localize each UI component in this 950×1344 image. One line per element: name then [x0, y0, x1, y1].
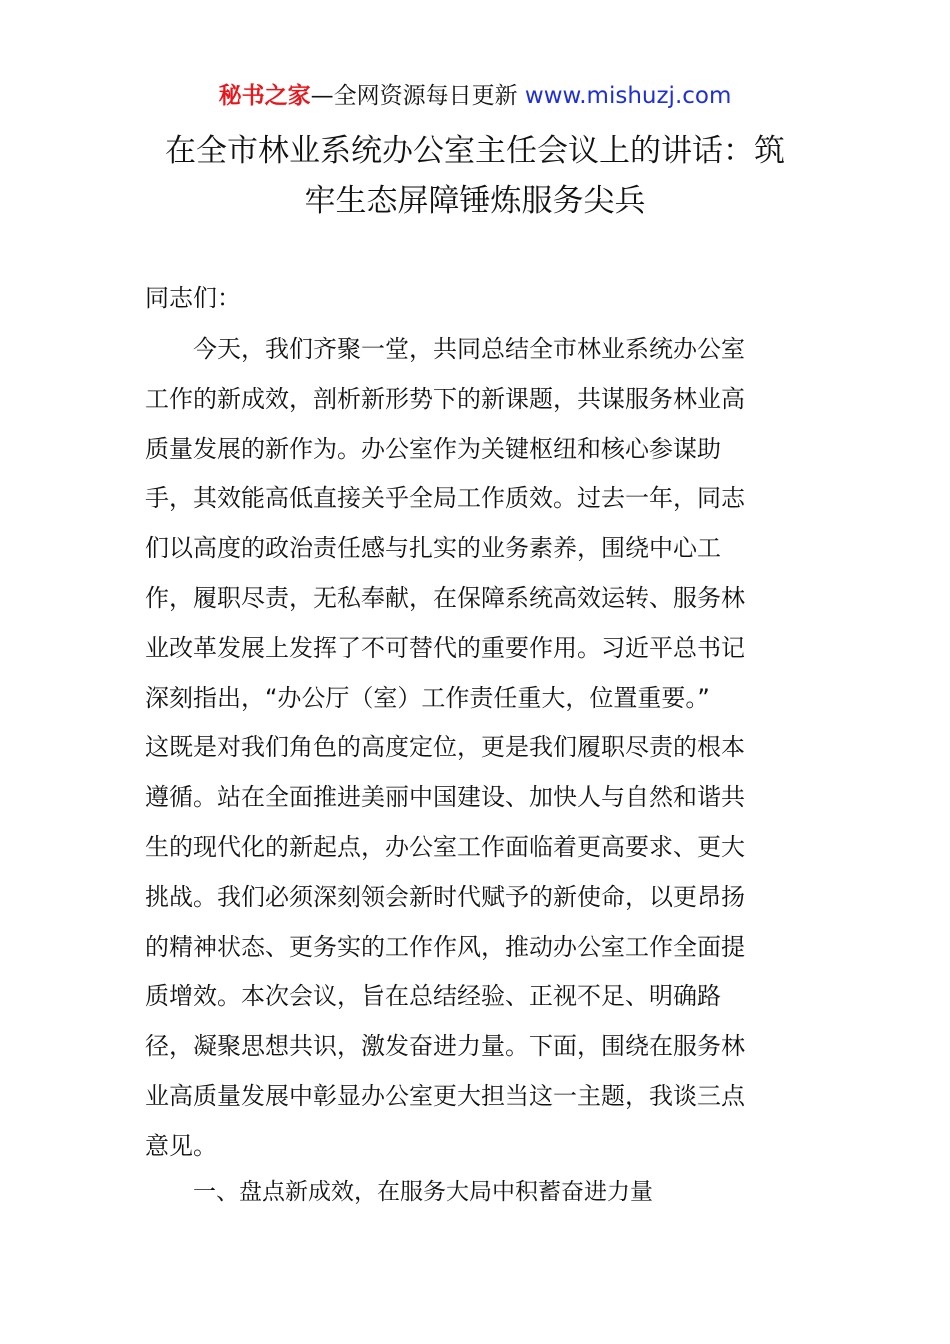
paragraph-line: 生的现代化的新起点，办公室工作面临着更高要求、更大 — [145, 832, 745, 861]
paragraph-line: 作，履职尽责，无私奉献，在保障系统高效运转、服务林 — [145, 583, 745, 612]
paragraph-line: 手，其效能高低直接关乎全局工作质效。过去一年，同志 — [145, 484, 745, 513]
paragraph-line: 意见。 — [145, 1131, 217, 1160]
document-title — [145, 126, 805, 226]
paragraph-line: 的精神状态、更务实的工作作风，推动办公室工作全面提 — [145, 932, 745, 961]
paragraph-line: 这既是对我们角色的高度定位，更是我们履职尽责的根本 — [145, 733, 745, 762]
paragraph-line: 业高质量发展中彰显办公室更大担当这一主题，我谈三点 — [145, 1081, 745, 1110]
site-header — [0, 80, 950, 112]
header-tagline: —全网资源每日更新 — [310, 83, 518, 109]
body-paragraph — [145, 325, 810, 1172]
title-line-2: 牢生态屏障锤炼服务尖兵 — [304, 183, 646, 219]
paragraph-line: 挑战。我们必须深刻领会新时代赋予的新使命，以更昂扬 — [145, 882, 745, 911]
paragraph-line: 深刻指出，“办公厅（室）工作责任重大，位置重要。” — [145, 683, 710, 712]
paragraph-line: 业改革发展上发挥了不可替代的重要作用。习近平总书记 — [145, 633, 745, 662]
paragraph-line: 质增效。本次会议，旨在总结经验、正视不足、明确路 — [145, 982, 721, 1011]
paragraph-line: 今天，我们齐聚一堂，共同总结全市林业系统办公室 — [193, 335, 745, 363]
site-url-link[interactable]: www.mishuzj.com — [524, 83, 732, 109]
paragraph-line: 遵循。站在全面推进美丽中国建设、加快人与自然和谐共 — [145, 783, 745, 812]
brand-name: 秘书之家 — [218, 83, 311, 109]
salutation: 同志们： — [145, 284, 241, 312]
paragraph-line: 质量发展的新作为。办公室作为关键枢纽和核心参谋助 — [145, 434, 721, 463]
paragraph-line: 们以高度的政治责任感与扎实的业务素养，围绕中心工 — [145, 534, 721, 563]
paragraph-line: 径，凝聚思想共识，激发奋进力量。下面，围绕在服务林 — [145, 1032, 745, 1061]
title-line-1: 在全市林业系统办公室主任会议上的讲话：筑 — [165, 133, 785, 169]
section-heading: 一、盘点新成效，在服务大局中积蓄奋进力量 — [193, 1179, 653, 1205]
paragraph-line: 工作的新成效，剖析新形势下的新课题，共谋服务林业高 — [145, 384, 745, 413]
